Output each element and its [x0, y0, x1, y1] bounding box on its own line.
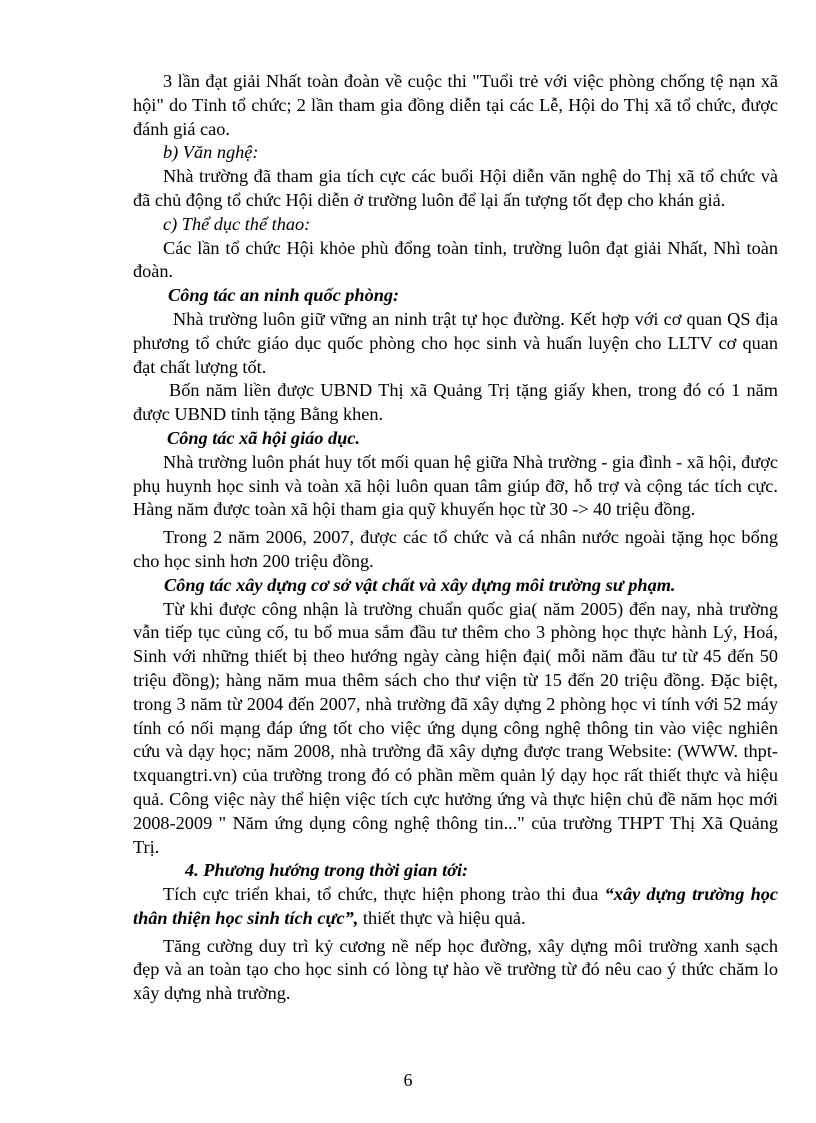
document-body [133, 70, 778, 1006]
paragraph-thi-dua [133, 883, 778, 931]
thi-dua-text-start: Tích cực triển khai, tổ chức, thực hiện phong trào thi đua [163, 884, 605, 905]
page-number: 6 [403, 1070, 413, 1090]
paragraph-awards: 3 lần đạt giải Nhất toàn đoàn về cuộc thi "Tuổi trẻ với việc phòng chống tệ nạn xã hội" do Tỉnh tổ chức; 2 lần tham gia đồng diễn tại các Lễ, Hội do Thị xã tổ chức, được đánh giá cao. [133, 71, 778, 139]
paragraph-ky-cuong: Tăng cường duy trì kỷ cương nề nếp học đường, xây dựng môi trường xanh sạch đẹp và an toàn tạo cho học sinh có lòng tự hào về trường từ đó nêu cao ý thức chăm lo xây dựng nhà trường. [133, 935, 778, 1004]
heading-xa-hoi-giao-duc: Công tác xã hội giáo dục. [167, 427, 360, 448]
thi-dua-text-end: thiết thực và hiệu quả. [358, 907, 526, 928]
heading-co-so-vat-chat: Công tác xây dựng cơ sở vật chất và xây dựng môi trường sư phạm. [164, 574, 676, 595]
heading-an-ninh-quoc-phong: Công tác an ninh quốc phòng: [168, 285, 400, 306]
paragraph-xa-hoi: Nhà trường luôn phát huy tốt mối quan hệ giữa Nhà trường - gia đình - xã hội, được phụ huynh học sinh và toàn xã hội luôn quan tâm giúp đỡ, hỗ trợ và cộng tác tích cực. Hàng năm được toàn xã hội tham gia quỹ khuyến học từ 30 -> 40 triệu đồng. [133, 451, 778, 520]
paragraph-co-so-vat-chat: Từ khi được công nhận là trường chuẩn quốc gia( năm 2005) đến nay, nhà trường vẫn tiếp tục củng cố, tu bổ mua sắm đầu tư thêm cho 3 phòng học thực hành Lý, Hoá, Sinh với những thiết bị theo hướng ngày càng hiện đại( mỗi năm đầu tư từ 45 đến 50 triệu đồng); hàng năm mua thêm sách cho thư viện từ 15 đến 20 triệu đồng. Đặc biệt, trong 3 năm từ 2004 đến 2007, nhà trường đã xây dựng 2 phòng học vi tính với 52 máy tính có nối mạng đáp ứng tốt cho việc ứng dụng công nghệ thông tin vào việc nghiên cứu và dạy học; năm 2008, nhà trường đã xây dựng được trang Website: (WWW. thpt-txquangtri.vn) của trường trong đó có phần mềm quản lý dạy học rất thiết thực và hiệu quả. Công việc này thể hiện việc tích cực hưởng ứng và thực hiện chủ đề năm học mới 2008-2009 " Năm ứng dụng công nghệ thông tin..." của trường THPT Thị Xã Quảng Trị. [133, 598, 778, 857]
paragraph-van-nghe: Nhà trường đã tham gia tích cực các buổi Hội diễn văn nghệ do Thị xã tổ chức và đã chủ động tổ chức Hội diễn ở trường luôn để lại ấn tượng tốt đẹp cho khán giả. [133, 166, 778, 210]
paragraph-an-ninh: Nhà trường luôn giữ vững an ninh trật tự học đường. Kết hợp với cơ quan QS địa phương tổ chức giáo dục quốc phòng cho học sinh và huấn luyện cho LLTV cơ quan đạt chất lượng tốt. [133, 308, 778, 377]
paragraph-giay-khen: Bốn năm liền được UBND Thị xã Quảng Trị tặng giấy khen, trong đó có 1 năm được UBND tỉnh tặng Bằng khen. [133, 380, 778, 425]
heading-van-nghe: b) Văn nghệ: [163, 142, 259, 163]
heading-phuong-huong: 4. Phương hướng trong thời gian tới: [185, 860, 469, 881]
thi-dua-slogan: “xây dựng trường học thân thiện học sinh tích cực”, [133, 884, 778, 928]
paragraph-the-duc-the-thao: Các lần tổ chức Hội khỏe phù đổng toàn tỉnh, trường luôn đạt giải Nhất, Nhì toàn đoàn. [133, 237, 778, 282]
heading-the-duc-the-thao: c) Thể dục thể thao: [163, 213, 311, 234]
paragraph-hoc-bong: Trong 2 năm 2006, 2007, được các tổ chức và cá nhân nước ngoài tặng học bổng cho học sinh hơn 200 triệu đồng. [133, 527, 778, 571]
